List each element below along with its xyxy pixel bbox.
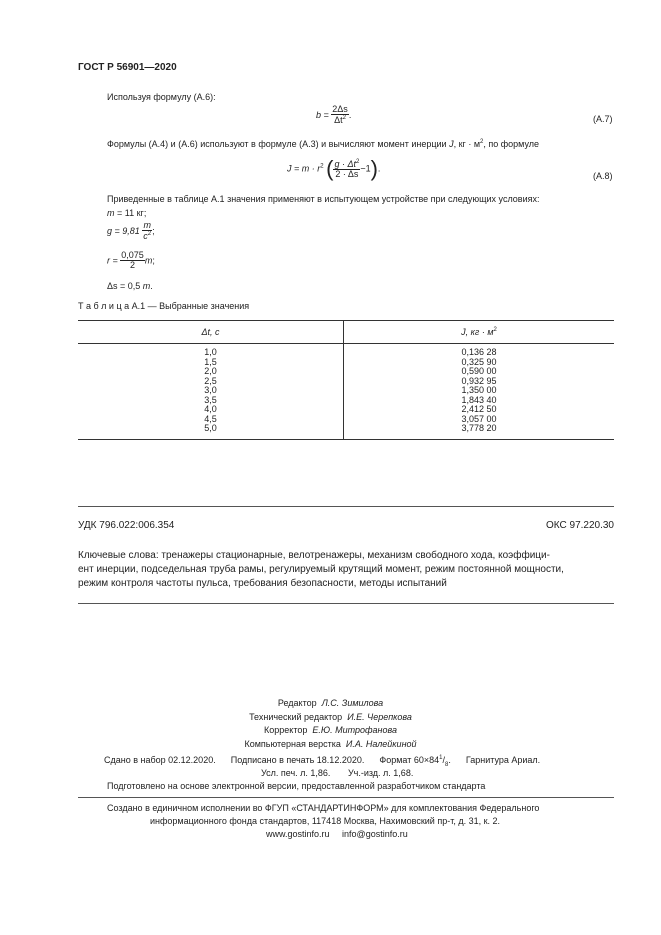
text-a4-prefix: Формулы (А.4) и (А.6) используют в формуле (А.3) и вычисляют момент инерции bbox=[107, 139, 450, 149]
imprint-format-sup: 1 bbox=[439, 755, 443, 761]
credit-line bbox=[0, 738, 661, 752]
keywords bbox=[78, 549, 564, 591]
imprint-signed: Подписано в печать 18.12.2020. bbox=[230, 755, 365, 765]
imprint-line3: Подготовлено на основе электронной версии, предоставленной разработчиком стандарта bbox=[107, 781, 486, 791]
formula-a8-tail: −1 bbox=[360, 163, 371, 174]
cond-m-eq: = 11 кг; bbox=[114, 208, 147, 218]
cell-dt: 2,5 bbox=[78, 377, 344, 387]
cell-j: 3,778 20 bbox=[344, 424, 615, 439]
cell-j: 0,136 28 bbox=[461, 347, 497, 357]
credit-name: Е.Ю. Митрофанова bbox=[312, 725, 397, 735]
col-j-header-text: J, кг · м bbox=[461, 327, 494, 337]
cond-r bbox=[107, 251, 155, 271]
col-j-header bbox=[344, 321, 615, 344]
table-header-row bbox=[78, 321, 614, 344]
imprint-format-suffix: . bbox=[448, 755, 451, 765]
divider-keywords bbox=[78, 603, 614, 604]
cond-r-den: 2 bbox=[130, 260, 136, 271]
formula-a7-den-exp: 2 bbox=[342, 115, 346, 122]
table-row bbox=[78, 396, 614, 406]
imprint-sent: Сдано в набор 02.12.2020. bbox=[104, 755, 216, 765]
credit-name: Л.С. Зимилова bbox=[321, 698, 384, 708]
credit-role: Корректор bbox=[264, 725, 308, 735]
cond-r-lhs: r = bbox=[107, 255, 118, 266]
cell-dt: 5,0 bbox=[78, 424, 344, 439]
table-row bbox=[78, 424, 614, 439]
cell-dt: 4,5 bbox=[78, 415, 344, 425]
left-paren: ( bbox=[326, 156, 334, 181]
credit-line bbox=[0, 724, 661, 738]
cell-dt: 2,0 bbox=[78, 367, 344, 377]
oks-code: ОКС 97.220.30 bbox=[546, 520, 614, 531]
footer-email-link[interactable]: info@gostinfo.ru bbox=[342, 829, 408, 839]
text-a4-units: , кг · м bbox=[453, 139, 481, 149]
formula-a8-lhs: J = m · r bbox=[287, 163, 321, 174]
cell-j: 0,590 00 bbox=[461, 366, 497, 376]
footer-line2: информационного фонда стандартов, 117418 Москва, Нахимовский пр-т, д. 31, к. 2. bbox=[150, 816, 501, 826]
cell-dt: 4,0 bbox=[78, 405, 344, 415]
imprint-font: Гарнитура Ариал. bbox=[465, 755, 541, 765]
cell-j: 3,057 00 bbox=[461, 413, 497, 424]
divider-footer bbox=[78, 797, 614, 798]
divider-top bbox=[78, 506, 614, 507]
table-row bbox=[78, 415, 614, 425]
values-table bbox=[78, 320, 614, 440]
formula-a7 bbox=[316, 105, 351, 126]
table-row bbox=[78, 367, 614, 377]
cond-g-lhs: g = 9,81 bbox=[107, 225, 140, 236]
table-row bbox=[78, 377, 614, 387]
cond-r-unit: m bbox=[144, 255, 153, 266]
credit-name: И.Е. Черепкова bbox=[347, 711, 412, 722]
cell-j: 0,932 95 bbox=[461, 375, 497, 386]
cell-j: 0,325 90 bbox=[461, 356, 497, 367]
cell-dt: 1,0 bbox=[78, 344, 344, 358]
credit-name: И.А. Налейкиной bbox=[345, 738, 417, 749]
keywords-line: режим контроля частоты пульса, требования безопасности, методы испытаний bbox=[78, 578, 447, 589]
imprint-print-sheets: Усл. печ. л. 1,86. bbox=[261, 768, 331, 778]
cond-g-tail: ; bbox=[152, 225, 155, 236]
formula-a8-number: (А.8) bbox=[593, 171, 613, 181]
table-caption: Т а б л и ц а А.1 — Выбранные значения bbox=[78, 301, 250, 311]
imprint-format-sub: 8 bbox=[444, 761, 449, 768]
footer-site-link[interactable]: www.gostinfo.ru bbox=[266, 829, 330, 839]
document-header: ГОСТ Р 56901—2020 bbox=[78, 62, 177, 73]
cond-g-den-exp: 2 bbox=[147, 231, 152, 238]
imprint-pub-sheets: Уч.-изд. л. 1,68. bbox=[347, 768, 414, 778]
formula-a7-lhs: b = bbox=[316, 109, 329, 120]
imprint-format: Формат 60×84 bbox=[379, 755, 440, 765]
formula-a7-number: (А.7) bbox=[593, 114, 613, 124]
cond-m bbox=[107, 208, 146, 218]
col-j-header-exp: 2 bbox=[493, 327, 497, 333]
footer-line1: Создано в единичном исполнении во ФГУП «СТАНДАРТИНФОРМ» для комплектования Федерального bbox=[107, 803, 540, 813]
cond-g-num: m bbox=[143, 220, 151, 230]
cond-r-tail: ; bbox=[152, 255, 155, 266]
formula-a7-fraction bbox=[331, 105, 349, 126]
cell-dt: 3,0 bbox=[78, 386, 344, 396]
formula-a8-fraction bbox=[333, 159, 360, 180]
formula-a7-tail: . bbox=[348, 109, 352, 120]
imprint-line1: Сдано в набор 02.12.2020. Подписано в печать 18.12.2020. Формат $60\times 84^1/_8$. Гарнитура Ариал. bbox=[104, 755, 541, 768]
col-dt-header-text: Δt, с bbox=[201, 327, 220, 337]
credit-role: Компьютерная верстка bbox=[244, 738, 341, 749]
table-row bbox=[78, 405, 614, 415]
formula-a7-den: Δt bbox=[334, 115, 343, 126]
cond-g bbox=[107, 221, 155, 242]
cond-r-fraction bbox=[120, 251, 145, 271]
cell-j: 2,412 50 bbox=[461, 404, 497, 414]
udk-code: УДК 796.022:006.354 bbox=[78, 520, 175, 531]
table-row bbox=[78, 386, 614, 396]
text-a4-var: J bbox=[449, 139, 454, 149]
cond-g-den: c bbox=[143, 231, 148, 242]
cond-s-unit: m bbox=[142, 281, 151, 291]
credit-role: Редактор bbox=[277, 698, 317, 708]
conditions-intro: Приведенные в таблице А.1 значения применяют в испытующем устройстве при следующих условиях: bbox=[107, 194, 540, 204]
text-a4 bbox=[107, 139, 539, 149]
credit-line bbox=[0, 711, 661, 725]
cond-s-eq: = 0,5 bbox=[117, 281, 143, 291]
keywords-line: Ключевые слова: тренажеры стационарные, велотренажеры, механизм свободного хода, коэффици- bbox=[78, 550, 550, 561]
formula-a8-den: 2 · Δs bbox=[335, 169, 359, 179]
cell-j: 1,350 00 bbox=[461, 385, 497, 395]
cond-r-num: 0,075 bbox=[121, 250, 144, 260]
keywords-line: ент инерции, подседельная труба рамы, регулируемый крутящий момент, режим постоянной мощности, bbox=[78, 564, 564, 575]
cell-dt: 1,5 bbox=[78, 358, 344, 368]
imprint-line2 bbox=[261, 768, 413, 778]
cond-m-var: m bbox=[107, 208, 115, 218]
formula-a7-num: 2Δs bbox=[332, 104, 348, 114]
cell-dt: 3,5 bbox=[78, 396, 344, 406]
text-a4-units-exp: 2 bbox=[480, 139, 484, 145]
formula-a8-lhs-exp: 2 bbox=[320, 163, 324, 170]
footer-links bbox=[266, 829, 408, 839]
cell-j: 1,843 40 bbox=[461, 394, 497, 405]
right-paren: ) bbox=[370, 156, 378, 181]
credits bbox=[0, 697, 661, 751]
formula-a8-num: g · Δt bbox=[334, 158, 356, 169]
credit-line bbox=[0, 697, 661, 711]
cond-s-tail: . bbox=[150, 281, 153, 291]
col-dt-header bbox=[78, 321, 344, 344]
cond-s bbox=[107, 281, 153, 291]
credit-role: Технический редактор bbox=[249, 711, 343, 722]
table-row bbox=[78, 358, 614, 368]
formula-a8-end: . bbox=[377, 163, 381, 174]
cond-s-lhs: Δs bbox=[107, 281, 118, 291]
table-row bbox=[78, 344, 614, 358]
intro-a7: Используя формулу (А.6): bbox=[107, 92, 216, 102]
cond-g-fraction bbox=[142, 221, 152, 242]
text-a4-suffix: , по формуле bbox=[483, 139, 540, 149]
formula-a8-num-exp: 2 bbox=[355, 158, 360, 165]
formula-a8 bbox=[287, 156, 380, 182]
